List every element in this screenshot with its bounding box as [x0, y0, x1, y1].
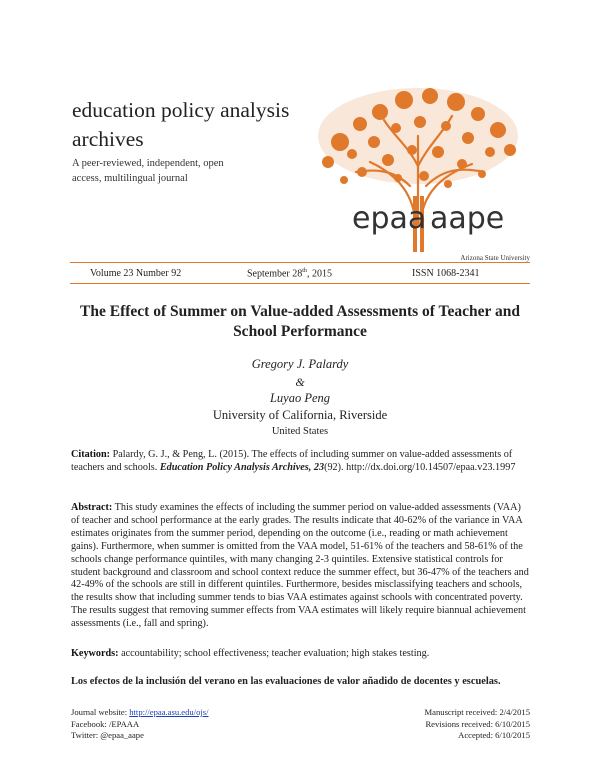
logo-aape-text: aape — [430, 201, 505, 236]
citation: Citation: Palardy, G. J., & Peng, L. (2015). The effects of including summer on value-added assessments of teachers and schools. Education Policy Analysis Archives, 23(92). http://dx.doi.org/10.14507/epaa.v23.1997 — [71, 449, 516, 473]
journal-logo — [300, 76, 532, 284]
journal-subtitle: A peer-reviewed, independent, open access, multilingual journal — [72, 158, 224, 184]
author-1: Gregory J. Palardy — [251, 357, 349, 371]
keywords: Keywords: accountability; school effectiveness; teacher evaluation; high stakes testing. — [71, 648, 430, 659]
spanish-title: Los efectos de la inclusión del verano en las evaluaciones de valor añadido de docentes y escuelas. — [71, 676, 501, 687]
twitter-handle: Twitter: @epaa_aape — [71, 730, 144, 740]
publication-date: September 28th, 2015 — [247, 268, 332, 280]
accepted-date: Accepted: 6/10/2015 — [458, 730, 530, 740]
university-label: Arizona State University — [460, 254, 530, 262]
revisions-received: Revisions received: 6/10/2015 — [425, 718, 530, 729]
top-divider — [70, 262, 530, 263]
footer-dates — [425, 707, 530, 742]
author-2: Luyao Peng — [269, 391, 331, 405]
volume-number: Volume 23 Number 92 — [90, 268, 182, 279]
issn: ISSN 1068-2341 — [412, 268, 480, 279]
logo-epaa-text: epaa — [352, 201, 427, 236]
affiliation: University of California, Riverside — [212, 408, 388, 422]
country: United States — [271, 426, 329, 437]
author-separator: & — [295, 375, 305, 389]
bottom-divider — [70, 283, 530, 284]
article-title: The Effect of Summer on Value-added Assessments of Teacher and School Performance — [80, 303, 520, 340]
journal-title: education policy analysis archives — [72, 98, 290, 151]
footer-contact — [71, 707, 209, 742]
facebook-handle: Facebook: /EPAAA — [71, 718, 140, 729]
website-link[interactable]: http://epaa.asu.edu/ojs/ — [129, 707, 209, 717]
abstract: Abstract: This study examines the effects of including the summer period on value-added assessments (VAA) of teacher and school performance at the early grades. The results indicate that 40-62% of the variance in VAA estimates originates from the summer period, depending on the outcome (i.e., reading or math achievement gains). Furthermore, when summer is omitted from the VAA model, 51-61% of the teachers and 58-61% of the schools change performance quintiles, with many changing 2-3 quintiles. Extensive statistical controls for student background and classroom and school context reduce the summer effect, but 36-47% of the teachers and 42-49% of the schools are still in different quintiles. Furthermore, besides misclassifying teachers and schools, the results show that including summer tends to bias VAA estimates against schools with concentrated poverty. The results suggest that removing summer effects from VAA estimates will likely require biannual achievement assessments (i.e., fall and spring). — [71, 502, 529, 630]
journal-website: Journal website: http://epaa.asu.edu/ojs/ — [71, 707, 209, 717]
manuscript-received: Manuscript received: 2/4/2015 — [424, 707, 530, 717]
